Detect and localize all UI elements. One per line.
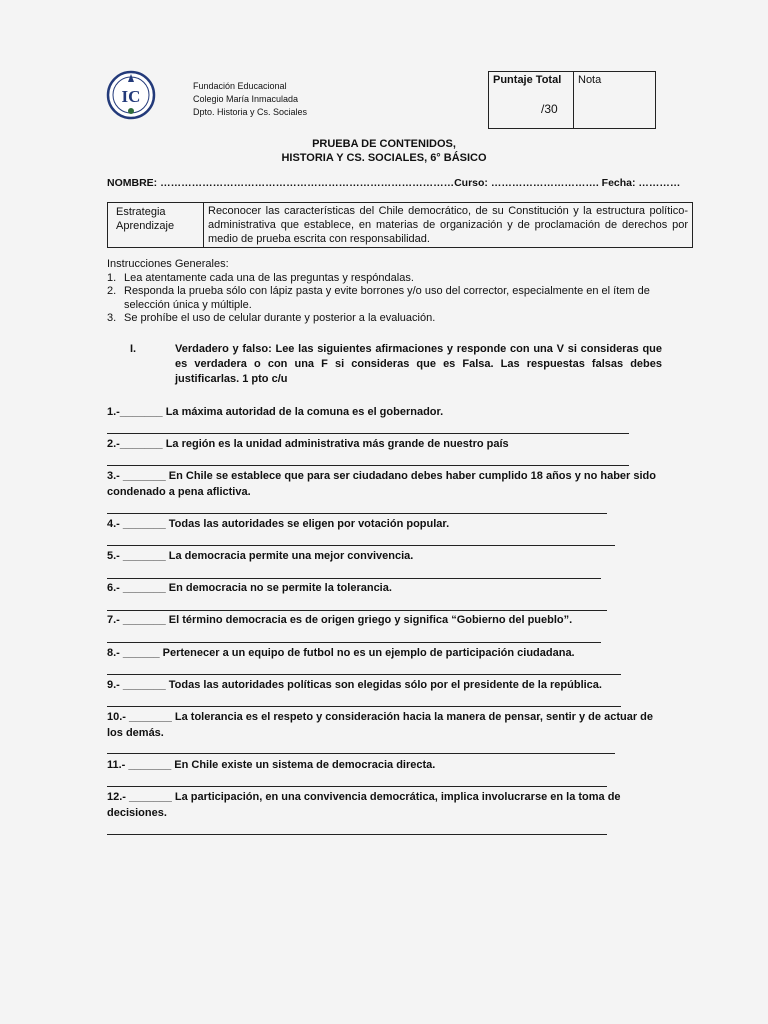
total-score-label: Puntaje Total — [493, 74, 562, 86]
instruction-item — [107, 285, 667, 312]
instruction-text: Responda la prueba sólo con lápiz pasta y evite borrones y/o uso del corrector, especialmente en el ítem de selección única y múltiple. — [124, 285, 650, 311]
question-10: 10.- _______ La tolerancia es el respeto y consideración hacia la manera de pensar, sentir y de actuar de los demás. — [107, 711, 653, 739]
answer-line-3[interactable] — [107, 513, 607, 514]
answer-line-11[interactable] — [107, 786, 607, 787]
answer-line-9[interactable] — [107, 706, 621, 707]
instructions-heading: Instrucciones Generales: — [107, 258, 229, 270]
answer-line-1[interactable] — [107, 433, 629, 434]
general-instructions — [107, 258, 667, 326]
grade-cell[interactable] — [574, 72, 655, 128]
question-11: 11.- _______ En Chile existe un sistema de democracia directa. — [107, 759, 436, 771]
question-3: 3.- _______ En Chile se establece que para ser ciudadano debes haber cumplido 18 años y no haber sido condenado a pena aflictiva. — [107, 470, 656, 498]
grade-label: Nota — [578, 74, 602, 86]
page-subtitle: HISTORIA Y CS. SOCIALES, 6° BÁSICO — [281, 152, 487, 164]
instruction-number: 1. — [107, 271, 117, 284]
question-9: 9.- _______ Todas las autoridades políticas son elegidas sólo por el presidente de la república. — [107, 679, 602, 691]
answer-line-6[interactable] — [107, 610, 607, 611]
strategy-label: Estrategia Aprendizaje — [108, 203, 204, 247]
instruction-text: Se prohíbe el uso de celular durante y posterior a la evaluación. — [124, 312, 436, 324]
answer-line-4[interactable] — [107, 545, 615, 546]
question-2: 2.-_______ La región es la unidad administrativa más grande de nuestro país — [107, 438, 509, 450]
question-5: 5.- _______ La democracia permite una mejor convivencia. — [107, 550, 414, 562]
instruction-number: 2. — [107, 285, 117, 297]
total-score-value: /30 — [541, 102, 558, 116]
section-number: I. — [130, 343, 137, 355]
question-1: 1.-_______ La máxima autoridad de la comuna es el gobernador. — [107, 406, 444, 418]
instruction-number: 3. — [107, 312, 117, 324]
school-logo — [106, 70, 156, 120]
strategy-table — [107, 202, 693, 248]
answer-line-8[interactable] — [107, 674, 621, 675]
institution-line: Colegio María Inmaculada — [193, 94, 299, 104]
section-instructions: Verdadero y falso: Lee las siguientes afirmaciones y responde con una V si consideras que es verdadera o con una F si consideras que es Falsa. Las respuestas falsas debes justificarlas. 1 pto c/u — [175, 343, 662, 385]
institution-line: Dpto. Historia y Cs. Sociales — [193, 107, 308, 117]
question-4: 4.- _______ Todas las autoridades se eligen por votación popular. — [107, 518, 450, 530]
answer-line-2[interactable] — [107, 465, 629, 466]
student-info-line[interactable]: NOMBRE: …………………………………………………………………………Curso: …………………………. Fecha: ………… — [107, 177, 681, 189]
question-7: 7.- _______ El término democracia es de origen griego y significa “Gobierno del pueblo”. — [107, 614, 573, 626]
instruction-text: Lea atentamente cada una de las preguntas y respóndalas. — [124, 271, 414, 284]
svg-text:IC: IC — [121, 87, 141, 106]
strategy-text: Reconocer las características del Chile democrático, de su Constitución y la estructura político-administrativa que establece, en materias de organización y de proclamación de derechos por medio de prueba escrita con responsabilidad. — [208, 205, 688, 245]
institution-info — [193, 80, 307, 119]
page-title: PRUEBA DE CONTENIDOS, — [312, 138, 456, 150]
answer-line-10[interactable] — [107, 753, 615, 754]
institution-line: Fundación Educacional — [193, 81, 287, 91]
answer-line-5[interactable] — [107, 578, 601, 579]
instruction-item — [107, 312, 667, 326]
answer-line-12[interactable] — [107, 834, 607, 835]
score-box — [488, 71, 656, 129]
question-8: 8.- ______ Pertenecer a un equipo de futbol no es un ejemplo de participación ciudadana. — [107, 647, 575, 659]
section-true-false — [130, 342, 662, 387]
question-6: 6.- _______ En democracia no se permite la tolerancia. — [107, 582, 392, 594]
question-12: 12.- _______ La participación, en una convivencia democrática, implica involucrarse en la toma de decisiones. — [107, 791, 621, 819]
total-score-cell[interactable] — [489, 72, 574, 128]
answer-line-7[interactable] — [107, 642, 601, 643]
instruction-item — [107, 272, 667, 286]
